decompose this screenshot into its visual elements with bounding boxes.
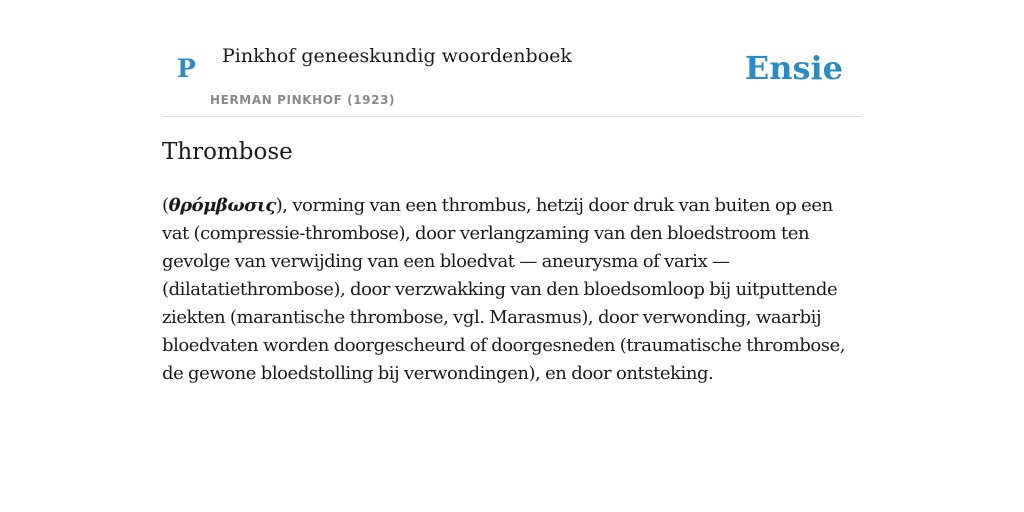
entry-title: Thrombose xyxy=(162,139,293,165)
book-letter-icon: P xyxy=(177,54,196,83)
open-paren: ( xyxy=(162,195,169,216)
entry-definition xyxy=(162,192,862,388)
book-title-link[interactable]: Pinkhof geneeskundig woordenboek xyxy=(222,45,572,67)
greek-etymology: θρόμβωσις xyxy=(168,195,276,216)
entry-card xyxy=(162,0,862,384)
ensie-logo-link[interactable]: Ensie xyxy=(744,49,843,87)
book-author: HERMAN PINKHOF (1923) xyxy=(210,93,396,107)
definition-text: ), vorming van een thrombus, hetzij door druk van buiten op een vat (compressie-thrombose), door verlangzaming van den bloedstroom ten gevolge van verwijding van een bloedvat — aneurysma of varix — (dilatatiethrombose), door verzwakking van den bloedsomloop bij uitputtende ziekten (marantische thrombose, vgl. Marasmus), door verwonding, waarbij bloedvaten worden doorgescheurd of doorgesneden (traumatische thrombose, de gewone bloedstolling bij verwondingen), en door ontsteking. xyxy=(162,195,846,384)
book-header xyxy=(162,0,862,117)
